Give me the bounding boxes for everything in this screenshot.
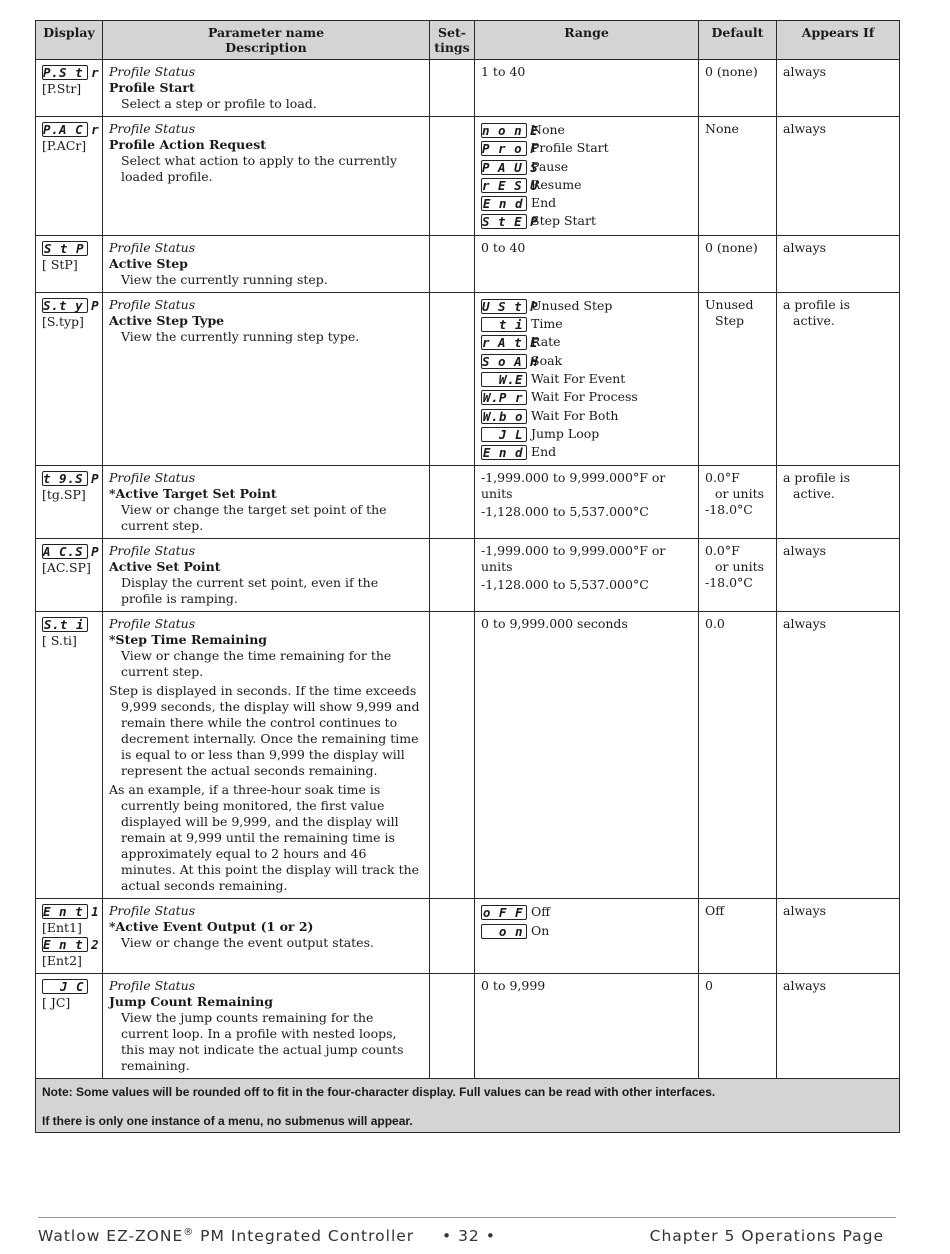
- appears-if-value: always: [783, 616, 827, 632]
- footer-product: [38, 1227, 414, 1245]
- range-option: [481, 903, 692, 921]
- parameter-name: Jump Count Remaining: [109, 994, 273, 1010]
- default-value: -18.0°C: [705, 502, 753, 518]
- header-display: Display: [36, 21, 103, 60]
- parameter-table: [35, 20, 900, 1133]
- option-lcd: P A U S: [482, 159, 539, 175]
- option-lcd: t i: [481, 317, 527, 332]
- appears-if-value: always: [783, 543, 827, 559]
- parameter-category: Profile Status: [109, 903, 196, 919]
- parameter-row: [36, 292, 900, 466]
- parameter-name: Active Step Type: [109, 312, 225, 328]
- option-label: Jump Loop: [531, 425, 600, 441]
- default-cell: [699, 60, 777, 117]
- display-cell: [36, 292, 103, 466]
- parameter-cell: [103, 539, 430, 612]
- parameter-code: [P.Str]: [42, 81, 82, 96]
- header-settings-line2: tings: [434, 40, 470, 55]
- range-option: [481, 333, 692, 351]
- appears-if-cell: [777, 60, 900, 117]
- display-cell: [36, 899, 103, 974]
- range-cell: [475, 899, 699, 974]
- range-text: -1,999.000 to 9,999.000°F or units: [481, 470, 666, 502]
- appears-if-value: active.: [793, 486, 835, 502]
- lcd-display: E n t 2: [43, 937, 100, 953]
- default-cell: [699, 466, 777, 539]
- parameter-code: [ JC]: [42, 995, 71, 1011]
- range-option: [481, 176, 692, 194]
- range-option: [481, 425, 692, 443]
- option-label: None: [531, 122, 565, 137]
- settings-cell: [430, 60, 475, 117]
- default-value: 0.0°F: [705, 470, 740, 486]
- note-cell: [36, 1079, 900, 1133]
- parameter-cell: [103, 235, 430, 292]
- header-appears-if: Appears If: [777, 21, 900, 60]
- range-text: 0 to 9,999: [481, 978, 546, 994]
- appears-if-cell: [777, 466, 900, 539]
- display-cell: [36, 612, 103, 899]
- appears-if-value: a profile is: [783, 470, 851, 486]
- parameter-row: [36, 60, 900, 117]
- settings-cell: [430, 612, 475, 899]
- parameter-category: Profile Status: [109, 121, 196, 136]
- parameter-description: Select what action to apply to the currently loaded profile.: [121, 153, 398, 184]
- option-lcd: W.b o: [481, 409, 527, 424]
- appears-if-cell: [777, 612, 900, 899]
- parameter-name: *Step Time Remaining: [109, 632, 268, 648]
- appears-if-value: always: [783, 64, 827, 79]
- parameter-note: Step is displayed in seconds. If the time exceeds 9,999 seconds, the display will show 9,999 and remain there while the control continues to decrement internally. Once the remaining time is equal to or less than 9,999 the display will represent the actual seconds remaining.: [109, 683, 420, 779]
- parameter-cell: [103, 60, 430, 117]
- default-value: 0 (none): [705, 64, 758, 79]
- default-cell: [699, 292, 777, 466]
- parameter-description: Display the current set point, even if the profile is ramping.: [121, 575, 379, 607]
- appears-if-cell: [777, 899, 900, 974]
- default-value: 0.0°F: [705, 543, 740, 559]
- appears-if-value: always: [783, 239, 827, 255]
- appears-if-cell: [777, 235, 900, 292]
- parameter-cell: [103, 466, 430, 539]
- parameter-row: [36, 612, 900, 899]
- header-parameter: [103, 21, 430, 60]
- settings-cell: [430, 292, 475, 466]
- range-text: 0 to 40: [481, 239, 526, 255]
- settings-cell: [430, 899, 475, 974]
- parameter-name: Profile Start: [109, 80, 195, 95]
- appears-if-value: a profile is: [783, 296, 851, 312]
- default-value: None: [705, 121, 739, 136]
- parameter-description: Select a step or profile to load.: [121, 96, 317, 111]
- lcd-display: S t P: [42, 241, 88, 256]
- display-cell: [36, 235, 103, 292]
- range-cell: [475, 117, 699, 236]
- parameter-cell: [103, 292, 430, 466]
- option-lcd: r A t E: [482, 335, 539, 351]
- option-lcd: E n d: [481, 196, 527, 211]
- option-label: On: [531, 922, 550, 938]
- parameter-description: View the jump counts remaining for the current loop. In a profile with nested loops, this may not indicate the actual jump counts remaining.: [121, 1010, 404, 1074]
- parameter-category: Profile Status: [109, 470, 196, 486]
- lcd-display: P.A C r: [43, 122, 100, 137]
- range-cell: [475, 466, 699, 539]
- range-option: [481, 388, 692, 406]
- settings-cell: [430, 466, 475, 539]
- option-label: Wait For Both: [531, 407, 619, 423]
- default-cell: [699, 612, 777, 899]
- parameter-category: Profile Status: [109, 616, 196, 632]
- parameter-row: [36, 974, 900, 1079]
- header-parameter-name: Parameter name: [207, 25, 325, 40]
- appears-if-value: always: [783, 121, 827, 136]
- note-rounding: Note: Some values will be rounded off to fit in the four-character display. Full values can be read with other interfaces.: [42, 1085, 716, 1100]
- parameter-cell: [103, 974, 430, 1079]
- range-option: [481, 443, 692, 461]
- footer-chapter: Chapter 5 Operations Page: [649, 1227, 884, 1245]
- default-value: or units: [715, 486, 765, 502]
- display-cell: [36, 539, 103, 612]
- option-lcd: W.P r: [481, 390, 527, 405]
- parameter-description: View the currently running step type.: [121, 328, 360, 344]
- range-option: [481, 212, 692, 230]
- parameter-category: Profile Status: [109, 64, 196, 79]
- parameter-row: [36, 117, 900, 236]
- option-label: Soak: [531, 352, 563, 368]
- appears-if-value: always: [783, 903, 827, 919]
- lcd-display: E n t 1: [43, 904, 100, 920]
- header-parameter-description: Description: [225, 40, 307, 55]
- range-option: [481, 315, 692, 333]
- parameter-description: View or change the event output states.: [121, 935, 374, 951]
- range-cell: [475, 292, 699, 466]
- range-cell: [475, 974, 699, 1079]
- parameter-cell: [103, 612, 430, 899]
- range-option: [481, 121, 692, 139]
- table-body: [36, 60, 900, 1079]
- display-cell: [36, 117, 103, 236]
- option-lcd: S t E P: [482, 214, 539, 230]
- display-cell: [36, 974, 103, 1079]
- page-footer: [38, 1217, 896, 1246]
- parameter-code: [AC.SP]: [42, 560, 91, 576]
- parameter-category: Profile Status: [109, 296, 196, 312]
- option-label: Off: [531, 904, 551, 920]
- option-lcd: r E S U: [482, 177, 539, 193]
- range-option: [481, 297, 692, 315]
- parameter-name: *Active Target Set Point: [109, 486, 277, 502]
- default-value: or units: [715, 559, 765, 575]
- range-option: [481, 352, 692, 370]
- range-cell: [475, 612, 699, 899]
- parameter-sheet: [35, 20, 899, 1133]
- option-lcd: n o n E: [482, 123, 539, 138]
- default-value: Unused: [705, 296, 754, 312]
- parameter-code: [Ent1]: [42, 920, 82, 936]
- range-text: -1,128.000 to 5,537.000°C: [481, 577, 649, 593]
- parameter-category: Profile Status: [109, 239, 196, 255]
- range-cell: [475, 539, 699, 612]
- range-text: -1,128.000 to 5,537.000°C: [481, 504, 649, 520]
- parameter-name: Active Set Point: [109, 559, 221, 575]
- registered-mark: ®: [183, 1227, 195, 1238]
- option-label: Pause: [531, 158, 569, 174]
- range-cell: [475, 235, 699, 292]
- range-option: [481, 139, 692, 157]
- settings-cell: [430, 235, 475, 292]
- footer-page-number: • 32 •: [442, 1227, 496, 1245]
- header-settings-line1: Set-: [438, 25, 466, 40]
- option-lcd: E n d: [481, 445, 527, 460]
- option-label: Step Start: [531, 213, 596, 229]
- note-row: [36, 1079, 900, 1133]
- option-lcd: W.E: [481, 372, 527, 387]
- header-default: Default: [699, 21, 777, 60]
- range-cell: [475, 60, 699, 117]
- lcd-display: J C: [42, 979, 88, 994]
- option-lcd: S o A H: [482, 353, 539, 369]
- parameter-category: Profile Status: [109, 978, 196, 994]
- range-option: [481, 194, 692, 212]
- default-cell: [699, 539, 777, 612]
- parameter-cell: [103, 117, 430, 236]
- parameter-name: Active Step: [109, 255, 188, 271]
- parameter-description: View or change the target set point of the current step.: [121, 502, 387, 534]
- option-label: End: [531, 444, 557, 460]
- parameter-code: [S.typ]: [42, 313, 84, 329]
- option-label: Resume: [531, 176, 582, 192]
- option-label: Wait For Event: [531, 370, 626, 386]
- appears-if-cell: [777, 292, 900, 466]
- range-text: -1,999.000 to 9,999.000°F or units: [481, 543, 666, 575]
- appears-if-cell: [777, 117, 900, 236]
- default-cell: [699, 974, 777, 1079]
- table-header-row: [36, 21, 900, 60]
- range-option: [481, 922, 692, 940]
- parameter-name: *Active Event Output (1 or 2): [109, 919, 314, 935]
- option-lcd: o n: [481, 924, 527, 939]
- option-lcd: J L: [481, 427, 527, 442]
- option-lcd: U S t P: [482, 298, 539, 314]
- parameter-note: As an example, if a three-hour soak time is currently being monitored, the first value displayed will be 9,999, and the display will remain at 9,999 until the remaining time is approximately equal to 2 hours and 46 minutes. At this point the display will track the actual seconds remaining.: [109, 782, 420, 894]
- footer-product-suffix: PM Integrated Controller: [194, 1227, 415, 1246]
- option-label: Rate: [531, 334, 561, 350]
- default-cell: [699, 899, 777, 974]
- parameter-code: [ StP]: [42, 256, 78, 272]
- appears-if-value: always: [783, 978, 827, 994]
- option-label: End: [531, 195, 557, 211]
- display-cell: [36, 60, 103, 117]
- parameter-cell: [103, 899, 430, 974]
- footer-product-name: Watlow EZ-ZONE: [38, 1227, 184, 1246]
- range-option: [481, 158, 692, 176]
- lcd-display: S.t y P: [43, 297, 100, 313]
- option-label: Unused Step: [531, 297, 613, 313]
- default-cell: [699, 235, 777, 292]
- lcd-display: A C.S P: [43, 544, 100, 560]
- option-label: Time: [531, 316, 563, 332]
- appears-if-cell: [777, 539, 900, 612]
- default-value: Step: [715, 312, 744, 328]
- parameter-row: [36, 466, 900, 539]
- parameter-code: [Ent2]: [42, 953, 82, 969]
- option-lcd: o F F: [481, 905, 527, 920]
- range-text: 0 to 9,999.000 seconds: [481, 616, 628, 632]
- parameter-category: Profile Status: [109, 543, 196, 559]
- note-submenus: If there is only one instance of a menu, no submenus will appear.: [42, 1114, 413, 1129]
- settings-cell: [430, 539, 475, 612]
- parameter-code: [ S.ti]: [42, 633, 77, 649]
- parameter-code: [P.ACr]: [42, 138, 87, 153]
- parameter-name: Profile Action Request: [109, 137, 267, 152]
- default-value: -18.0°C: [705, 575, 753, 591]
- option-label: Profile Start: [531, 140, 609, 156]
- default-value: 0: [705, 978, 713, 994]
- parameter-code: [tg.SP]: [42, 487, 86, 503]
- lcd-display: S.t i: [42, 617, 88, 632]
- header-range: Range: [475, 21, 699, 60]
- appears-if-value: active.: [793, 312, 835, 328]
- settings-cell: [430, 974, 475, 1079]
- option-lcd: P r o F: [482, 141, 539, 157]
- default-value: 0 (none): [705, 239, 758, 255]
- appears-if-cell: [777, 974, 900, 1079]
- lcd-display: t 9.S P: [43, 471, 100, 487]
- range-option: [481, 407, 692, 425]
- display-cell: [36, 466, 103, 539]
- header-settings: [430, 21, 475, 60]
- range-option: [481, 370, 692, 388]
- default-value: 0.0: [705, 616, 725, 632]
- default-cell: [699, 117, 777, 236]
- parameter-row: [36, 539, 900, 612]
- parameter-description: View the currently running step.: [121, 271, 328, 287]
- lcd-display: P.S t r: [43, 65, 100, 80]
- option-label: Wait For Process: [531, 389, 638, 405]
- default-value: Off: [705, 903, 725, 919]
- parameter-row: [36, 899, 900, 974]
- parameter-description: View or change the time remaining for the current step.: [121, 648, 392, 680]
- range-text: 1 to 40: [481, 64, 526, 79]
- settings-cell: [430, 117, 475, 236]
- parameter-row: [36, 235, 900, 292]
